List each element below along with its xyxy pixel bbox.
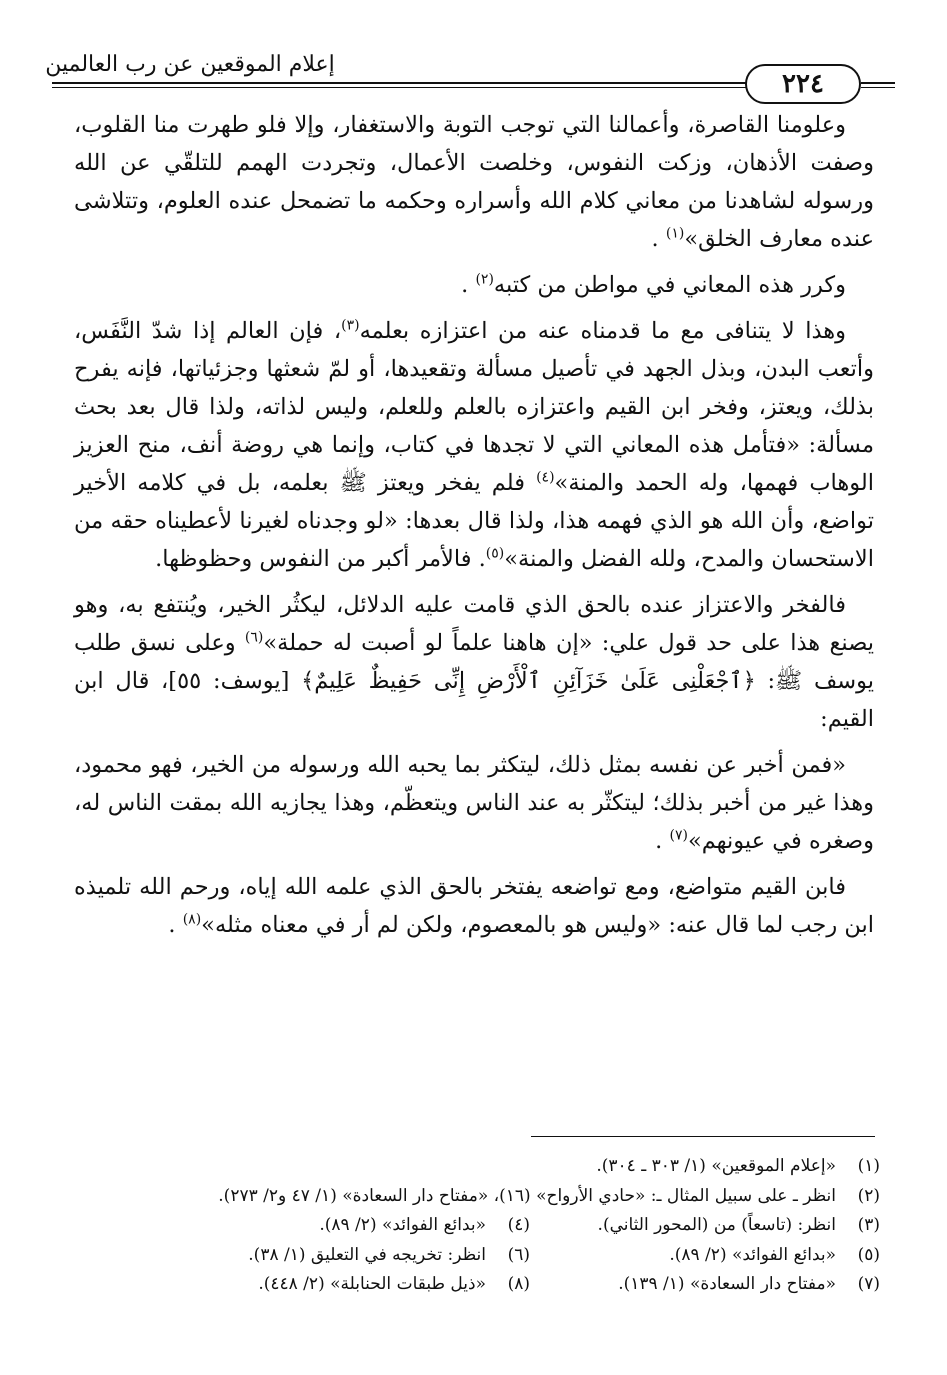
- paragraph-4: فالفخر والاعتزاز عنده بالحق الذي قامت عليه الدلائل، ليكثُر الخير، ويُنتفع به، وهو يصنع هذا على حد قول علي: «إن هاهنا علماً لو أصبت له حملة»$^{(٦)}$ وعلى نسق طلب يوسف ﷺ: ﴿ٱجْعَلْنِى عَلَىٰ خَزَآئِنِ ٱلْأَرْضِ إِنِّى حَفِيظٌ عَلِيمٌ﴾ [يوسف: ٥٥]، قال ابن القيم:: [74, 592, 874, 732]
- footnote-text: «مفتاح دار السعادة» (١/ ١٣٩).: [618, 1274, 836, 1294]
- footnote-text: انظر: تخريجه في التعليق (١/ ٣٨).: [248, 1244, 486, 1265]
- footnote-ref-8[interactable]: (٨): [182, 911, 202, 928]
- paragraph-6: فابن القيم متواضع، ومع تواضعه يفتخر بالحق الذي علمه الله إياه، ورحم الله تلميذه ابن رجب لما قال عنه: «وليس هو بالمعصوم، ولكن لم أر في معناه مثله»$^{(٨)}$ .: [74, 874, 874, 938]
- footnote-text: «بدائع الفوائد» (٢/ ٨٩).: [319, 1215, 486, 1235]
- footnote-row: [70, 1270, 880, 1300]
- paragraph-1: وعلومنا القاصرة، وأعمالنا التي توجب التوبة والاستغفار، وإلا فلو طهرت منا القلوب، وصفت الأذهان، وزكت النفوس، وخلصت الأعمال، وتجردت الهمم للتلقّي عن الله ورسوله لشاهدنا من معاني كلام الله وأسراره وحكمه ما تضمحل عنده العلوم، وتتلاشى عنده معارف الخلق»$^{(١)}$ .: [74, 112, 874, 252]
- footnote-row: [70, 1152, 880, 1182]
- footnote-number: (٧): [857, 1274, 880, 1294]
- main-text: [74, 106, 874, 952]
- footnote-2: [218, 1182, 880, 1212]
- header-rule-end: [861, 82, 895, 84]
- paragraph-3: وهذا لا يتنافى مع ما قدمناه عنه من اعتزازه بعلمه$^{(٣)}$، فإن العالم إذا شدّ النَّفَس، وأتعب البدن، وبذل الجهد في تأصيل مسألة وتقعيدها، أو لمّ شعثها وجزئياتها، فإنه يفرح بذلك، ويعتز، وفخر ابن القيم واعتزازه بالعلم وللعلم، وليس لذاته، ولذا قال بعد بحث مسألة: «فتأمل هذه المعاني التي لا تجدها في كتاب، وإنما هي روضة أنف، منح العزيز الوهاب فهمها، وله الحمد والمنة»$^{(٤)}$ فلم يفخر ويعتز ﷺ بعلمه، بل في كلامه الأخير تواضع، وأن الله هو الذي فهمه هذا، ولذا قال بعدها: «لو وجدناه لغيرنا لأعطيناه حقه من الاستحسان والمدح، ولله الفضل والمنة»$^{(٥)}$. فالأمر أكبر من النفوس وحظوظها.: [74, 317, 874, 572]
- footnote-number: (٥): [857, 1244, 880, 1265]
- footnote-text: «بدائع الفوائد» (٢/ ٨٩).: [669, 1244, 836, 1265]
- footnote-5: [530, 1241, 880, 1271]
- footnote-text: انظر: (تاسعاً) من (المحور الثاني).: [597, 1215, 836, 1235]
- footnote-separator: [531, 1136, 875, 1137]
- footnote-number: (٤): [507, 1215, 530, 1235]
- header-rule-end-thin: [861, 87, 895, 88]
- footnote-3: [530, 1211, 880, 1241]
- footnotes: [70, 1152, 880, 1300]
- footnote-number: (٦): [507, 1244, 530, 1265]
- footnote-row: [70, 1211, 880, 1241]
- footnote-text: انظر ـ على سبيل المثال ـ: «حادي الأرواح» (١٦)، «مفتاح دار السعادة» (١/ ٤٧ و٢/ ٢٧٣).: [218, 1185, 836, 1206]
- page-number-badge: ٢٢٤: [745, 64, 861, 104]
- footnote-8: [258, 1270, 530, 1300]
- footnote-7: [530, 1270, 880, 1300]
- paragraph-2: وكرر هذه المعاني في مواطن من كتبه$^{(٢)}$ .: [461, 271, 846, 298]
- footnote-row: [70, 1241, 880, 1271]
- footnote-row: [70, 1182, 880, 1212]
- paragraph-5-quote: «فمن أخبر عن نفسه بمثل ذلك، ليتكثر بما يحبه الله ورسوله من الخير، فهو محمود، وهذا غير من أخبر بذلك؛ ليتكثّر به عند الناس ويتعظّم، وهذا يجازيه الله بمقت الناس له، وصغره في عيونهم»$^{(٧)}$ .: [74, 752, 874, 854]
- footnote-ref-4[interactable]: (٤): [536, 469, 555, 486]
- footnote-ref-2[interactable]: (٢): [475, 271, 494, 288]
- footnote-number: (١): [857, 1156, 880, 1176]
- footnote-ref-5[interactable]: (٥): [485, 545, 505, 562]
- footnote-ref-1[interactable]: (١): [665, 225, 685, 242]
- footnote-number: (٢): [857, 1185, 880, 1206]
- footnote-number: (٨): [507, 1274, 530, 1294]
- footnote-1: [596, 1152, 880, 1182]
- footnote-ref-7[interactable]: (٧): [669, 827, 688, 844]
- footnote-number: (٣): [857, 1215, 880, 1235]
- footnote-6: [248, 1241, 530, 1271]
- footnote-ref-3[interactable]: (٣): [341, 317, 360, 334]
- header-rule-thin: [52, 87, 825, 88]
- footnote-ref-6[interactable]: (٦): [244, 629, 264, 646]
- footnote-text: «إعلام الموقعين» (١/ ٣٠٣ ـ ٣٠٤).: [596, 1156, 836, 1176]
- footnote-4: [319, 1211, 530, 1241]
- header-rule: [52, 82, 825, 84]
- running-title: إعلام الموقعين عن رب العالمين: [45, 52, 335, 77]
- footnote-text: «ذيل طبقات الحنابلة» (٢/ ٤٤٨).: [258, 1274, 486, 1294]
